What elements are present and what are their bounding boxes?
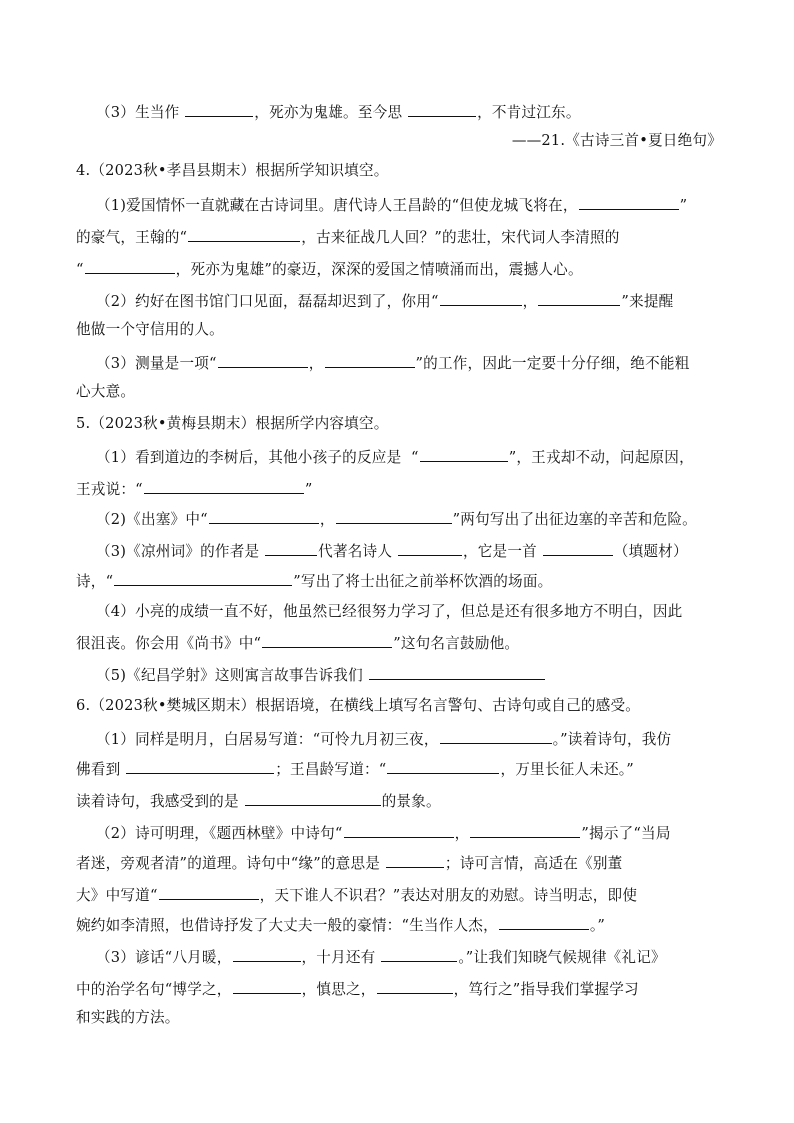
line-text: ”来提醒	[621, 293, 674, 310]
fill-in-blank[interactable]	[369, 664, 545, 680]
line-l15	[96, 540, 722, 562]
line-text: ”	[304, 481, 313, 498]
line-text: ，天下谁人不识君？”表达对朋友的劝慰。诗当明志，即使	[259, 887, 638, 904]
line-text: ，死亦为鬼雄”的豪迈，深深的爱国之情喷涌而出，震撼人心。	[175, 261, 583, 278]
line-text: ，	[522, 293, 538, 310]
fill-in-blank[interactable]	[325, 352, 415, 368]
fill-in-blank[interactable]	[387, 758, 499, 774]
line-text: 5.（2023秋•黄梅县期末）根据所学内容填空。	[76, 415, 389, 432]
line-text: （填题材）	[613, 543, 688, 560]
line-l16	[76, 570, 722, 592]
line-text: （1）同样是明月，白居易写道：“可怜九月初三夜，	[96, 731, 439, 748]
question-5-title	[76, 414, 722, 434]
line-text: 婉约如李清照，也借诗抒发了大丈夫一般的豪情：“生当作人杰，	[76, 917, 498, 934]
line-text: （3）谚话“八月暖，	[96, 949, 232, 966]
line-text: （2)《出塞》中“	[96, 511, 208, 528]
line-l28	[96, 946, 722, 968]
fill-in-blank[interactable]	[470, 822, 580, 838]
line-text: ，十月还有	[301, 949, 381, 966]
fill-in-blank[interactable]	[440, 728, 552, 744]
fill-in-blank[interactable]	[499, 914, 589, 930]
line-text: （3)《凉州词》的作者是	[96, 543, 265, 560]
line-text: 佛看到	[76, 761, 126, 778]
line-text: ，不肯过江东。	[477, 104, 581, 121]
fill-in-blank[interactable]	[159, 884, 259, 900]
line-text: （2）诗可明理，《题西林壁》中诗句“	[96, 825, 343, 842]
line-l13	[76, 478, 722, 500]
line-l8	[76, 320, 722, 340]
line-l17	[96, 602, 722, 622]
line-l18	[76, 632, 722, 654]
line-l25	[76, 852, 722, 874]
fill-in-blank[interactable]	[233, 946, 301, 962]
line-text: （5)《纪昌学射》这则寓言故事告诉我们	[96, 667, 368, 684]
line-text: ，	[308, 355, 324, 372]
line-text: 他做一个守信用的人。	[76, 321, 224, 338]
fill-in-blank[interactable]	[543, 540, 613, 556]
fill-in-blank[interactable]	[265, 540, 317, 556]
line-l5	[76, 226, 722, 248]
line-text: ”，王戎却不动，问起原因，	[508, 449, 694, 466]
line-l23	[76, 790, 722, 812]
fill-in-blank[interactable]	[381, 946, 457, 962]
line-text: ”的工作，因此一定要十分仔细，绝不能粗	[415, 355, 690, 372]
line-text: 王戎说：“	[76, 481, 143, 498]
line-text: 的豪气，王翰的“	[76, 229, 188, 246]
fill-in-blank[interactable]	[262, 632, 392, 648]
line-text: 。”	[589, 917, 606, 934]
fill-in-blank[interactable]	[420, 446, 508, 462]
line-text: ——21.《古诗三首•夏日绝句》	[511, 132, 722, 149]
fill-in-blank[interactable]	[185, 101, 253, 117]
fill-in-blank[interactable]	[386, 852, 444, 868]
line-text: （2）约好在图书馆门口见面，磊磊却迟到了，你用“	[96, 293, 439, 310]
line-text: ；王昌龄写道：“	[275, 761, 387, 778]
question-6-title	[76, 696, 722, 716]
line-text: ，笃行之”指导我们掌握学习	[453, 981, 639, 998]
line-text: ，万里长征人未还。”	[500, 761, 634, 778]
line-text: ”写出了将士出征之前举杯饮酒的场面。	[293, 573, 553, 590]
line-text: 的景象。	[381, 793, 441, 810]
line-text: ，它是一首	[462, 543, 542, 560]
fill-in-blank[interactable]	[344, 822, 454, 838]
line-text: ，	[454, 825, 470, 842]
fill-in-blank[interactable]	[377, 978, 453, 994]
line-text: 。”读着诗句，我仿	[552, 731, 672, 748]
line-text: 大》中写道“	[76, 887, 158, 904]
fill-in-blank[interactable]	[85, 258, 175, 274]
line-text: ；诗可言情，高适在《别董	[444, 855, 623, 872]
line-l7	[96, 290, 722, 312]
line-text: ，慎思之，	[301, 981, 376, 998]
line-l1	[96, 101, 722, 123]
line-l30	[76, 1008, 722, 1028]
line-text: 者迷，旁观者清”的道理。诗句中“缘”的意思是	[76, 855, 385, 872]
line-l2	[322, 131, 722, 151]
line-l24	[96, 822, 722, 844]
line-text: （1）看到道边的李树后，其他小孩子的反应是 “	[96, 449, 419, 466]
fill-in-blank[interactable]	[538, 290, 620, 306]
line-text: 4.（2023秋•孝昌县期末）根据所学知识填空。	[76, 162, 389, 179]
line-l22	[76, 758, 722, 780]
fill-in-blank[interactable]	[233, 978, 301, 994]
fill-in-blank[interactable]	[245, 790, 381, 806]
line-text: ”揭示了“当局	[581, 825, 671, 842]
question-4-title	[76, 161, 722, 181]
line-text: 中的治学名句“博学之，	[76, 981, 232, 998]
line-text: 代著名诗人	[318, 543, 397, 560]
line-l10	[76, 382, 722, 402]
fill-in-blank[interactable]	[209, 508, 319, 524]
line-text: 很沮丧。你会用《尚书》中“	[76, 635, 262, 652]
line-text: 6.（2023秋•樊城区期末）根据语境，在横线上填写名言警句、古诗句或自己的感受。	[76, 697, 641, 714]
line-l21	[96, 728, 722, 750]
line-text: “	[76, 261, 84, 278]
line-l9	[96, 352, 722, 374]
fill-in-blank[interactable]	[144, 478, 304, 494]
fill-in-blank[interactable]	[408, 101, 476, 117]
line-text: 。”让我们知晓气候规律《礼记》	[458, 949, 666, 966]
line-text: ，	[319, 511, 335, 528]
fill-in-blank[interactable]	[126, 758, 274, 774]
line-text: ，死亦为鬼雄。至今思	[254, 104, 408, 121]
fill-in-blank[interactable]	[336, 508, 452, 524]
line-l27	[76, 914, 722, 936]
line-l6	[76, 258, 722, 280]
line-text: 诗，“	[76, 573, 114, 590]
fill-in-blank[interactable]	[188, 226, 300, 242]
line-l12	[96, 446, 722, 468]
line-l26	[76, 884, 722, 906]
line-text: （1)爱国情怀一直就藏在古诗词里。唐代诗人王昌龄的“但使龙城飞将在，	[96, 197, 578, 214]
line-l19	[96, 664, 722, 686]
line-text: （4）小亮的成绩一直不好，他虽然已经很努力学习了，但总是还有很多地方不明白，因此	[96, 603, 683, 620]
fill-in-blank[interactable]	[440, 290, 522, 306]
line-l4	[96, 194, 722, 216]
line-text: 读着诗句，我感受到的是	[76, 793, 244, 810]
line-l29	[76, 978, 722, 1000]
line-text: ”两句写出了出征边塞的辛苦和危险。	[452, 511, 697, 528]
line-text: 心大意。	[76, 383, 136, 400]
line-l14	[96, 508, 722, 530]
fill-in-blank[interactable]	[114, 570, 292, 586]
fill-in-blank[interactable]	[579, 194, 679, 210]
line-text: ”	[679, 197, 688, 214]
line-text: ，古来征战几人回？”的悲壮，宋代词人李清照的	[301, 229, 620, 246]
line-text: ”这句名言鼓励他。	[393, 635, 520, 652]
fill-in-blank[interactable]	[398, 540, 462, 556]
line-text: （3）生当作	[96, 104, 185, 121]
line-text: （3）测量是一项“	[96, 355, 217, 372]
line-text: 和实践的方法。	[76, 1009, 180, 1026]
fill-in-blank[interactable]	[218, 352, 308, 368]
